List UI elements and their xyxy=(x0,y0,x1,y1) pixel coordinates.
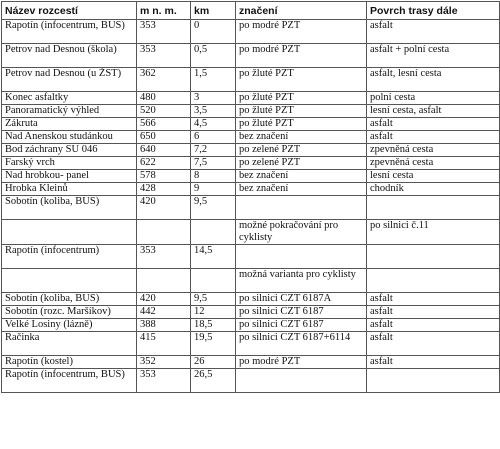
cell-km xyxy=(191,220,236,245)
cell-name: Sobotín (koliba, BUS) xyxy=(2,196,137,220)
cell-km: 3 xyxy=(191,92,236,105)
cell-name: Hrobka Kleinů xyxy=(2,183,137,196)
cell-km: 9,5 xyxy=(191,293,236,306)
cell-km: 26,5 xyxy=(191,369,236,393)
table-row xyxy=(2,245,500,269)
table-row xyxy=(2,183,500,196)
header-name: Název rozcestí xyxy=(2,2,137,20)
cell-name: Nad Anenskou studánkou xyxy=(2,131,137,144)
cell-altitude: 353 xyxy=(137,369,191,393)
cell-altitude: 428 xyxy=(137,183,191,196)
cell-surface: asfalt, lesní cesta xyxy=(367,68,500,92)
cell-km: 0,5 xyxy=(191,44,236,68)
cell-surface: po silnici č.11 xyxy=(367,220,500,245)
cell-altitude: 442 xyxy=(137,306,191,319)
table-row xyxy=(2,44,500,68)
cell-name: Petrov nad Desnou (u ŽST) xyxy=(2,68,137,92)
cell-surface: asfalt + polní cesta xyxy=(367,44,500,68)
cell-altitude: 622 xyxy=(137,157,191,170)
cell-name: Konec asfaltky xyxy=(2,92,137,105)
cell-km: 9 xyxy=(191,183,236,196)
cell-surface: zpevněná cesta xyxy=(367,144,500,157)
cell-marking: po silnici CZT 6187+6114 xyxy=(236,332,367,356)
cell-km: 12 xyxy=(191,306,236,319)
cell-km: 7,5 xyxy=(191,157,236,170)
cell-km: 8 xyxy=(191,170,236,183)
table-row xyxy=(2,356,500,369)
cell-name: Rapotín (kostel) xyxy=(2,356,137,369)
cell-name: Farský vrch xyxy=(2,157,137,170)
table-row xyxy=(2,220,500,245)
cell-name: Rapotín (infocentrum) xyxy=(2,245,137,269)
table-row xyxy=(2,131,500,144)
route-table xyxy=(1,1,500,393)
cell-altitude: 650 xyxy=(137,131,191,144)
cell-surface: zpevněná cesta xyxy=(367,157,500,170)
cell-altitude: 353 xyxy=(137,44,191,68)
cell-altitude: 352 xyxy=(137,356,191,369)
cell-marking: po žluté PZT xyxy=(236,105,367,118)
cell-marking xyxy=(236,245,367,269)
cell-altitude: 362 xyxy=(137,68,191,92)
cell-km: 4,5 xyxy=(191,118,236,131)
header-altitude: m n. m. xyxy=(137,2,191,20)
cell-name: Velké Losiny (lázně) xyxy=(2,319,137,332)
table-row xyxy=(2,157,500,170)
cell-altitude: 480 xyxy=(137,92,191,105)
cell-marking: po zelené PZT xyxy=(236,157,367,170)
cell-name: Sobotín (rozc. Maršíkov) xyxy=(2,306,137,319)
cell-surface: lesní cesta xyxy=(367,170,500,183)
cell-surface: asfalt xyxy=(367,118,500,131)
cell-surface: asfalt xyxy=(367,293,500,306)
cell-surface: asfalt xyxy=(367,332,500,356)
cell-surface xyxy=(367,269,500,293)
cell-name xyxy=(2,220,137,245)
cell-marking: možné pokračování pro cyklisty xyxy=(236,220,367,245)
table-row xyxy=(2,170,500,183)
cell-surface xyxy=(367,196,500,220)
cell-km xyxy=(191,269,236,293)
cell-name: Bod záchrany SU 046 xyxy=(2,144,137,157)
cell-altitude: 640 xyxy=(137,144,191,157)
cell-altitude: 353 xyxy=(137,245,191,269)
cell-marking: po silnici CZT 6187 xyxy=(236,319,367,332)
cell-marking xyxy=(236,369,367,393)
cell-surface: lesní cesta, asfalt xyxy=(367,105,500,118)
cell-km: 6 xyxy=(191,131,236,144)
cell-marking: po žluté PZT xyxy=(236,118,367,131)
header-marking: značení xyxy=(236,2,367,20)
cell-km: 0 xyxy=(191,20,236,44)
cell-marking: po modré PZT xyxy=(236,44,367,68)
table-row xyxy=(2,92,500,105)
cell-surface: asfalt xyxy=(367,20,500,44)
cell-altitude xyxy=(137,220,191,245)
cell-marking: po zelené PZT xyxy=(236,144,367,157)
table-row xyxy=(2,319,500,332)
header-km: km xyxy=(191,2,236,20)
cell-surface xyxy=(367,245,500,269)
table-row xyxy=(2,369,500,393)
cell-km: 26 xyxy=(191,356,236,369)
table-row xyxy=(2,196,500,220)
cell-name: Sobotín (koliba, BUS) xyxy=(2,293,137,306)
table-row xyxy=(2,68,500,92)
cell-altitude: 566 xyxy=(137,118,191,131)
cell-name: Nad hrobkou- panel xyxy=(2,170,137,183)
cell-marking: po silnici CZT 6187A xyxy=(236,293,367,306)
cell-marking: po modré PZT xyxy=(236,356,367,369)
cell-km: 9,5 xyxy=(191,196,236,220)
cell-surface: asfalt xyxy=(367,131,500,144)
cell-name: Panoramatický výhled xyxy=(2,105,137,118)
cell-km: 3,5 xyxy=(191,105,236,118)
cell-name: Petrov nad Desnou (škola) xyxy=(2,44,137,68)
cell-altitude: 388 xyxy=(137,319,191,332)
cell-marking: bez značení xyxy=(236,131,367,144)
cell-surface: asfalt xyxy=(367,319,500,332)
table-row xyxy=(2,144,500,157)
cell-name: Rapotín (infocentrum, BUS) xyxy=(2,369,137,393)
table-row xyxy=(2,306,500,319)
cell-km: 7,2 xyxy=(191,144,236,157)
header-row xyxy=(2,2,500,20)
cell-km: 1,5 xyxy=(191,68,236,92)
cell-name: Račinka xyxy=(2,332,137,356)
cell-marking: bez značení xyxy=(236,170,367,183)
table-body xyxy=(2,20,500,393)
cell-altitude: 420 xyxy=(137,196,191,220)
cell-km: 18,5 xyxy=(191,319,236,332)
cell-marking: po žluté PZT xyxy=(236,68,367,92)
cell-km: 14,5 xyxy=(191,245,236,269)
cell-name xyxy=(2,269,137,293)
cell-surface xyxy=(367,369,500,393)
cell-surface: asfalt xyxy=(367,356,500,369)
table-row xyxy=(2,118,500,131)
cell-marking: po modré PZT xyxy=(236,20,367,44)
table-row xyxy=(2,20,500,44)
cell-surface: chodník xyxy=(367,183,500,196)
cell-marking: bez značení xyxy=(236,183,367,196)
table-row xyxy=(2,105,500,118)
cell-surface: asfalt xyxy=(367,306,500,319)
cell-altitude xyxy=(137,269,191,293)
table-row xyxy=(2,293,500,306)
cell-surface: polní cesta xyxy=(367,92,500,105)
cell-km: 19,5 xyxy=(191,332,236,356)
cell-name: Rapotín (infocentrum, BUS) xyxy=(2,20,137,44)
cell-altitude: 520 xyxy=(137,105,191,118)
cell-altitude: 415 xyxy=(137,332,191,356)
cell-altitude: 578 xyxy=(137,170,191,183)
cell-altitude: 420 xyxy=(137,293,191,306)
cell-marking: po silnici CZT 6187 xyxy=(236,306,367,319)
cell-marking: po žluté PZT xyxy=(236,92,367,105)
cell-marking xyxy=(236,196,367,220)
table-row xyxy=(2,332,500,356)
cell-name: Zákruta xyxy=(2,118,137,131)
cell-marking: možná varianta pro cyklisty xyxy=(236,269,367,293)
table-row xyxy=(2,269,500,293)
header-surface: Povrch trasy dále xyxy=(367,2,500,20)
cell-altitude: 353 xyxy=(137,20,191,44)
